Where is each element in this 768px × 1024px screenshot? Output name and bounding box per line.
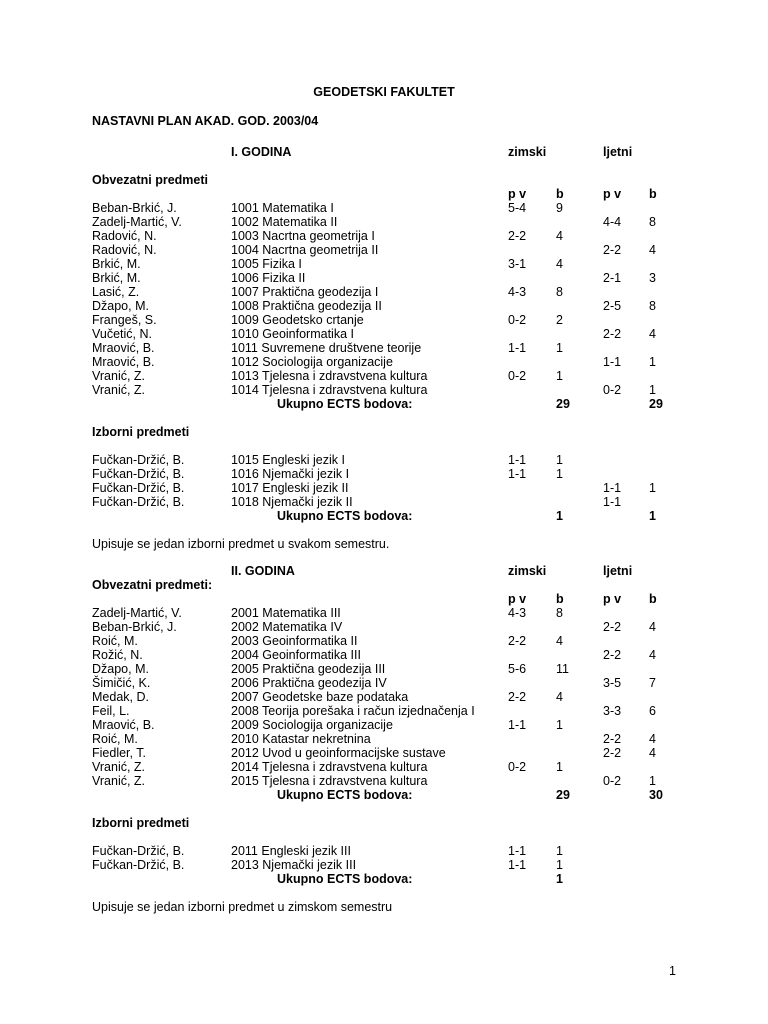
year-2-winter-label: zimski [508,564,547,578]
course-name: 1017 Engleski jezik II [231,481,349,495]
teacher-name: Fučkan-Držić, B. [92,858,185,872]
table-row [0,634,768,648]
winter-ects: 11 [556,662,569,676]
total-summer: 1 [649,509,656,523]
course-name: 2011 Engleski jezik III [231,844,351,858]
summer-ects: 4 [649,648,656,662]
summer-hours: 1-1 [603,355,622,369]
plan-title: NASTAVNI PLAN AKAD. GOD. 2003/04 [92,114,319,128]
summer-ects: 7 [649,676,656,690]
teacher-name: Beban-Brkić, J. [92,201,177,215]
summer-ects: 4 [649,243,656,257]
winter-hours: 1-1 [508,341,527,355]
year-1-elective-total [0,509,768,523]
course-name: 1013 Tjelesna i zdravstvena kultura [231,369,428,383]
winter-ects: 1 [556,858,563,872]
teacher-name: Vranić, Z. [92,369,146,383]
course-name: 2010 Katastar nekretnina [231,732,371,746]
year-2-mandatory-total [0,788,768,802]
table-row [0,648,768,662]
summer-ects: 4 [649,746,656,760]
teacher-name: Brkić, M. [92,271,141,285]
winter-ects: 1 [556,341,563,355]
summer-ects: 4 [649,620,656,634]
course-name: 1011 Suvremene društvene teorije [231,341,422,355]
year-2-elective-heading: Izborni predmeti [92,816,190,830]
teacher-name: Brkić, M. [92,257,141,271]
table-row [0,606,768,620]
table-row [0,690,768,704]
course-name: 2015 Tjelesna i zdravstvena kultura [231,774,428,788]
winter-hours: 4-3 [508,606,527,620]
year-1-elective-heading: Izborni predmeti [92,425,190,439]
teacher-name: Vranić, Z. [92,774,146,788]
table-row [0,355,768,369]
course-name: 2012 Uvod u geoinformacijske sustave [231,746,446,760]
table-row [0,369,768,383]
teacher-name: Radović, N. [92,229,157,243]
course-name: 1004 Nacrtna geometrija II [231,243,379,257]
summer-hours: 2-2 [603,243,622,257]
summer-b-header: b [649,592,657,606]
summer-hours: 2-5 [603,299,622,313]
year-2-summer-label: ljetni [603,564,633,578]
teacher-name: Roić, M. [92,732,138,746]
teacher-name: Fučkan-Držić, B. [92,481,185,495]
course-name: 1014 Tjelesna i zdravstvena kultura [231,383,428,397]
winter-ects: 8 [556,285,563,299]
table-row [0,453,768,467]
winter-hours: 1-1 [508,844,527,858]
summer-hours: 2-1 [603,271,622,285]
winter-ects: 1 [556,453,563,467]
course-name: 2004 Geoinformatika III [231,648,361,662]
winter-ects: 2 [556,313,563,327]
winter-hours: 0-2 [508,760,527,774]
total-winter: 29 [556,788,570,802]
teacher-name: Fučkan-Držić, B. [92,453,185,467]
summer-hours: 1-1 [603,481,622,495]
year-1-column-header [0,187,768,201]
winter-hours: 1-1 [508,467,527,481]
course-name: 1010 Geoinformatika I [231,327,354,341]
table-row [0,243,768,257]
teacher-name: Vučetić, N. [92,327,152,341]
total-summer: 29 [649,397,663,411]
teacher-name: Frangeš, S. [92,313,157,327]
winter-hours: 2-2 [508,690,527,704]
table-row [0,215,768,229]
course-name: 2006 Praktična geodezija IV [231,676,387,690]
year-2-mandatory-heading: Obvezatni predmeti: [92,578,213,592]
table-row [0,676,768,690]
course-name: 2013 Njemački jezik III [231,858,357,872]
course-name: 1007 Praktična geodezija I [231,285,379,299]
teacher-name: Vranić, Z. [92,760,146,774]
summer-ects: 1 [649,355,656,369]
table-row [0,774,768,788]
summer-hours: 4-4 [603,215,622,229]
course-name: 1005 Fizika I [231,257,302,271]
total-label: Ukupno ECTS bodova: [277,509,413,523]
winter-hours: 1-1 [508,858,527,872]
teacher-name: Fučkan-Držić, B. [92,495,185,509]
summer-hours: 2-2 [603,327,622,341]
summer-ects: 4 [649,732,656,746]
table-row [0,257,768,271]
table-row [0,495,768,509]
winter-ects: 8 [556,606,563,620]
year-1-note: Upisuje se jedan izborni predmet u svakom semestru. [92,537,390,551]
winter-hours: 0-2 [508,369,527,383]
summer-hours: 3-5 [603,676,622,690]
teacher-name: Rožić, N. [92,648,143,662]
winter-ects: 4 [556,634,563,648]
summer-pv-header: p v [603,592,622,606]
table-row [0,662,768,676]
summer-ects: 1 [649,383,656,397]
teacher-name: Fiedler, T. [92,746,146,760]
course-name: 1008 Praktična geodezija II [231,299,382,313]
year-2-elective-total [0,872,768,886]
course-name: 2008 Teorija porešaka i račun izjednačenja I [231,704,475,718]
page-number: 1 [669,964,676,978]
winter-hours: 5-6 [508,662,527,676]
summer-hours: 1-1 [603,495,622,509]
winter-hours: 3-1 [508,257,527,271]
table-row [0,285,768,299]
summer-ects: 1 [649,774,656,788]
summer-ects: 1 [649,481,656,495]
teacher-name: Beban-Brkić, J. [92,620,177,634]
total-winter: 29 [556,397,570,411]
winter-hours: 1-1 [508,453,527,467]
course-name: 2014 Tjelesna i zdravstvena kultura [231,760,428,774]
teacher-name: Roić, M. [92,634,138,648]
total-winter: 1 [556,872,563,886]
summer-hours: 2-2 [603,746,622,760]
winter-pv-header: p v [508,592,527,606]
course-name: 1012 Sociologija organizacije [231,355,393,369]
course-name: 1003 Nacrtna geometrija I [231,229,375,243]
course-name: 1006 Fizika II [231,271,306,285]
faculty-title: GEODETSKI FAKULTET [313,85,455,99]
winter-ects: 4 [556,229,563,243]
year-1-mandatory-total [0,397,768,411]
course-name: 2005 Praktična geodezija III [231,662,386,676]
course-name: 1018 Njemački jezik II [231,495,353,509]
course-name: 2009 Sociologija organizacije [231,718,393,732]
summer-ects: 3 [649,271,656,285]
teacher-name: Mraović, B. [92,718,155,732]
course-name: 2001 Matematika III [231,606,341,620]
table-row [0,229,768,243]
total-label: Ukupno ECTS bodova: [277,872,413,886]
winter-ects: 1 [556,844,563,858]
summer-ects: 6 [649,704,656,718]
course-name: 1009 Geodetsko crtanje [231,313,364,327]
table-row [0,858,768,872]
table-row [0,299,768,313]
winter-ects: 4 [556,690,563,704]
summer-ects: 4 [649,327,656,341]
table-row [0,341,768,355]
table-row [0,732,768,746]
winter-hours: 5-4 [508,201,527,215]
table-row [0,271,768,285]
summer-hours: 2-2 [603,620,622,634]
course-name: 2003 Geoinformatika II [231,634,358,648]
summer-pv-header: p v [603,187,622,201]
teacher-name: Lasić, Z. [92,285,140,299]
table-row [0,383,768,397]
total-summer: 30 [649,788,663,802]
teacher-name: Fučkan-Držić, B. [92,844,185,858]
summer-hours: 3-3 [603,704,622,718]
year-1-mandatory-heading: Obvezatni predmeti [92,173,208,187]
teacher-name: Džapo, M. [92,299,149,313]
teacher-name: Zadelj-Martić, V. [92,606,182,620]
table-row [0,481,768,495]
course-name: 1001 Matematika I [231,201,334,215]
course-name: 1002 Matematika II [231,215,338,229]
winter-ects: 1 [556,369,563,383]
total-label: Ukupno ECTS bodova: [277,397,413,411]
year-1-summer-label: ljetni [603,145,633,159]
teacher-name: Feil, L. [92,704,130,718]
table-row [0,467,768,481]
summer-ects: 8 [649,299,656,313]
winter-hours: 1-1 [508,718,527,732]
teacher-name: Mraović, B. [92,341,155,355]
teacher-name: Fučkan-Držić, B. [92,467,185,481]
teacher-name: Vranić, Z. [92,383,146,397]
teacher-name: Medak, D. [92,690,149,704]
summer-ects: 8 [649,215,656,229]
table-row [0,746,768,760]
winter-ects: 9 [556,201,563,215]
summer-b-header: b [649,187,657,201]
winter-b-header: b [556,187,564,201]
winter-ects: 4 [556,257,563,271]
winter-hours: 4-3 [508,285,527,299]
summer-hours: 0-2 [603,383,622,397]
winter-ects: 1 [556,760,563,774]
year-1-label: I. GODINA [231,145,292,159]
teacher-name: Radović, N. [92,243,157,257]
course-name: 1016 Njemački jezik I [231,467,350,481]
teacher-name: Šimičić, K. [92,676,151,690]
year-1-winter-label: zimski [508,145,547,159]
summer-hours: 2-2 [603,648,622,662]
total-label: Ukupno ECTS bodova: [277,788,413,802]
year-2-note: Upisuje se jedan izborni predmet u zimskom semestru [92,900,393,914]
table-row [0,620,768,634]
winter-hours: 2-2 [508,229,527,243]
winter-b-header: b [556,592,564,606]
year-2-column-header [0,592,768,606]
table-row [0,704,768,718]
table-row [0,313,768,327]
summer-hours: 2-2 [603,732,622,746]
winter-hours: 0-2 [508,313,527,327]
teacher-name: Mraović, B. [92,355,155,369]
year-2-label: II. GODINA [231,564,295,578]
table-row [0,201,768,215]
teacher-name: Zadelj-Martić, V. [92,215,182,229]
teacher-name: Džapo, M. [92,662,149,676]
table-row [0,760,768,774]
course-name: 2007 Geodetske baze podataka [231,690,409,704]
course-name: 1015 Engleski jezik I [231,453,345,467]
course-name: 2002 Matematika IV [231,620,343,634]
table-row [0,844,768,858]
winter-ects: 1 [556,718,563,732]
summer-hours: 0-2 [603,774,622,788]
winter-ects: 1 [556,467,563,481]
table-row [0,327,768,341]
table-row [0,718,768,732]
winter-pv-header: p v [508,187,527,201]
total-winter: 1 [556,509,563,523]
winter-hours: 2-2 [508,634,527,648]
